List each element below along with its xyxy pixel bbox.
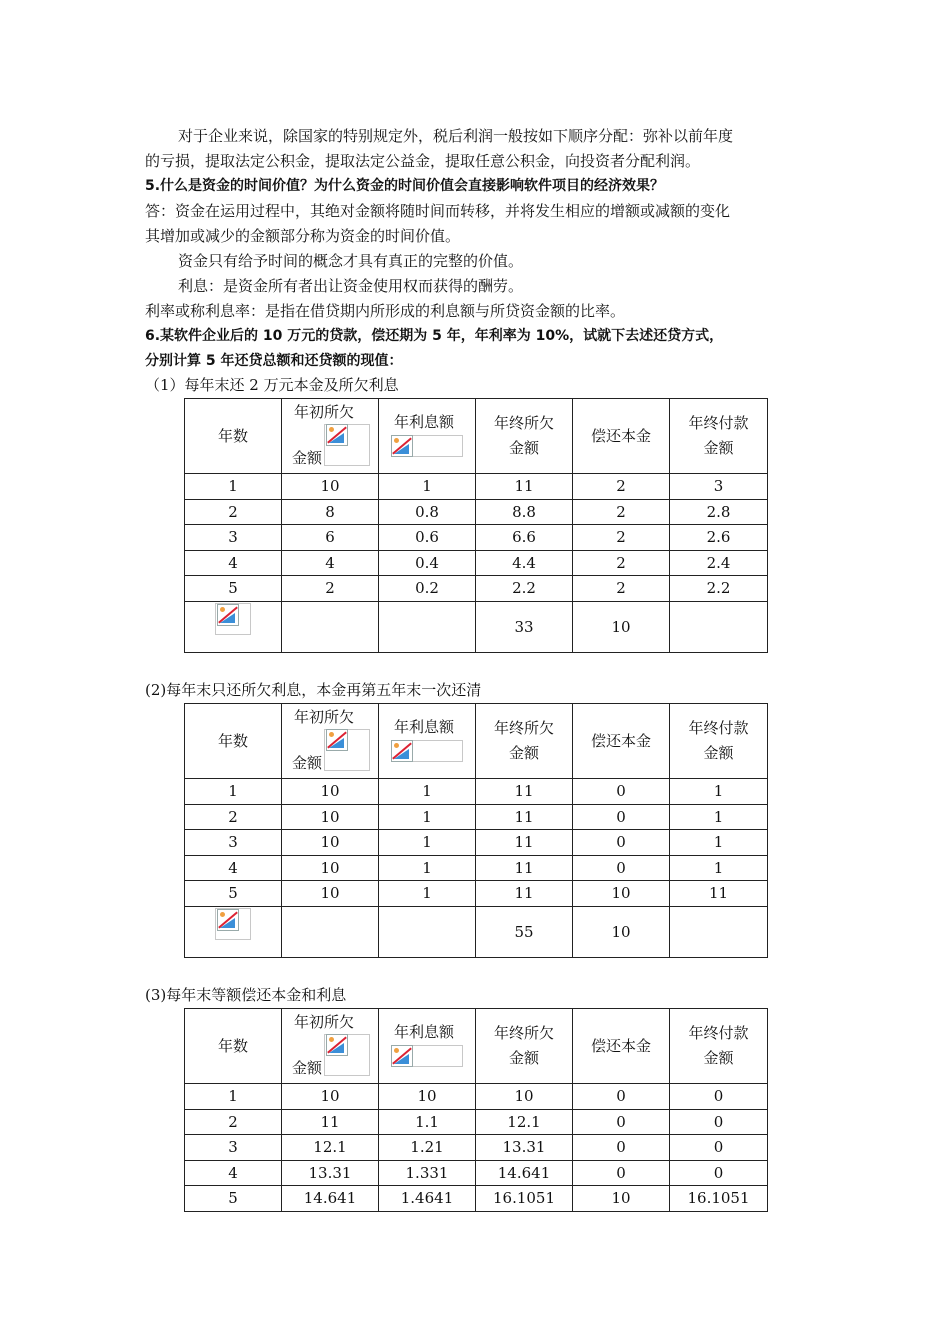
cell: 1 — [670, 830, 768, 856]
cell: 10 — [282, 881, 379, 907]
table-header-row — [185, 399, 768, 474]
cell: 0.8 — [379, 499, 476, 525]
cell: 0 — [670, 1109, 768, 1135]
broken-image-icon — [326, 729, 348, 751]
cell: 12.1 — [282, 1135, 379, 1161]
total-cell — [185, 906, 282, 957]
total-cell: 55 — [476, 906, 573, 957]
header-begin-owed-line1: 年初所欠 — [294, 1013, 355, 1031]
header-interest — [379, 399, 476, 474]
header-interest-label: 年利息额 — [394, 413, 455, 431]
question-6-line1: 6.某软件企业后的 10 万元的贷款，偿还期为 5 年，年利率为 10%，试就下去述还贷方式， — [145, 328, 724, 344]
table-row — [185, 855, 768, 881]
total-cell — [670, 601, 768, 652]
total-cell — [282, 601, 379, 652]
header-interest-label: 年利息额 — [394, 1023, 455, 1041]
cell: 2 — [185, 499, 282, 525]
cell: 11 — [282, 1109, 379, 1135]
cell: 0 — [573, 830, 670, 856]
cell: 0 — [573, 1135, 670, 1161]
broken-image-icon — [391, 740, 413, 762]
cell: 1.331 — [379, 1160, 476, 1186]
table-row — [185, 474, 768, 500]
total-cell: 10 — [573, 906, 670, 957]
header-payment — [670, 704, 768, 779]
cell: 1 — [379, 881, 476, 907]
cell: 4 — [185, 550, 282, 576]
header-end-owed-line1: 年终所欠 — [493, 1024, 554, 1042]
table-3-caption: (3)每年末等额偿还本金和利息 — [145, 986, 347, 1004]
table-row — [185, 550, 768, 576]
cell: 3 — [670, 474, 768, 500]
cell: 5 — [185, 576, 282, 602]
cell: 2.2 — [476, 576, 573, 602]
header-end-owed — [476, 399, 573, 474]
cell: 14.641 — [282, 1186, 379, 1212]
cell: 0 — [670, 1135, 768, 1161]
answer-5-line3: 资金只有给予时间的概念才具有真正的完整的价值。 — [178, 252, 524, 270]
table-3 — [184, 1008, 768, 1212]
header-end-owed-line1: 年终所欠 — [493, 414, 554, 432]
cell: 1 — [670, 855, 768, 881]
table-total-row — [185, 601, 768, 652]
cell: 2 — [185, 804, 282, 830]
table-2 — [184, 703, 768, 958]
broken-image-icon — [326, 1034, 348, 1056]
header-payment-line1: 年终付款 — [688, 414, 749, 432]
cell: 1.21 — [379, 1135, 476, 1161]
header-payment-line1: 年终付款 — [688, 1024, 749, 1042]
cell: 10 — [282, 779, 379, 805]
table-row — [185, 779, 768, 805]
total-cell — [185, 601, 282, 652]
cell: 16.1051 — [476, 1186, 573, 1212]
header-begin-owed-line2: 金额 — [292, 1059, 323, 1077]
cell: 1 — [379, 779, 476, 805]
cell: 2 — [573, 499, 670, 525]
header-principal: 偿还本金 — [573, 399, 670, 474]
cell: 10 — [282, 830, 379, 856]
header-end-owed-line2: 金额 — [508, 1049, 539, 1067]
total-cell — [670, 906, 768, 957]
cell: 1 — [185, 779, 282, 805]
cell: 3 — [185, 830, 282, 856]
cell: 2.6 — [670, 525, 768, 551]
table-row — [185, 1109, 768, 1135]
table-row — [185, 1084, 768, 1110]
table-row — [185, 1135, 768, 1161]
header-begin-owed-line1: 年初所欠 — [294, 403, 355, 421]
header-year: 年数 — [185, 1009, 282, 1084]
header-payment-line2: 金额 — [703, 744, 734, 762]
total-cell — [379, 906, 476, 957]
header-payment-line1: 年终付款 — [688, 719, 749, 737]
header-end-owed — [476, 704, 573, 779]
header-begin-owed-line1: 年初所欠 — [294, 708, 355, 726]
header-principal: 偿还本金 — [573, 704, 670, 779]
header-interest-label: 年利息额 — [394, 718, 455, 736]
cell: 4.4 — [476, 550, 573, 576]
cell: 5 — [185, 1186, 282, 1212]
cell: 11 — [476, 779, 573, 805]
question-6-line2: 分别计算 5 年还贷总额和还贷额的现值： — [145, 353, 403, 369]
cell: 2 — [573, 550, 670, 576]
cell: 2 — [573, 576, 670, 602]
table-header-row — [185, 704, 768, 779]
cell: 8.8 — [476, 499, 573, 525]
cell: 13.31 — [282, 1160, 379, 1186]
cell: 0 — [573, 1160, 670, 1186]
header-begin-owed-line2: 金额 — [292, 449, 323, 467]
header-payment-line2: 金额 — [703, 439, 734, 457]
cell: 1 — [185, 474, 282, 500]
paragraph-profit-line2: 的亏损，提取法定公积金，提取法定公益金，提取任意公积金，向投资者分配利润。 — [145, 152, 701, 170]
header-principal: 偿还本金 — [573, 1009, 670, 1084]
cell: 0.2 — [379, 576, 476, 602]
cell: 10 — [379, 1084, 476, 1110]
cell: 1 — [379, 830, 476, 856]
cell: 1.4641 — [379, 1186, 476, 1212]
cell: 8 — [282, 499, 379, 525]
cell: 5 — [185, 881, 282, 907]
cell: 12.1 — [476, 1109, 573, 1135]
cell: 3 — [185, 1135, 282, 1161]
cell: 1 — [379, 474, 476, 500]
table-row — [185, 881, 768, 907]
cell: 11 — [476, 804, 573, 830]
cell: 2.8 — [670, 499, 768, 525]
cell: 0 — [573, 779, 670, 805]
table-2-caption: (2)每年末只还所欠利息，本金再第五年末一次还清 — [145, 681, 482, 699]
cell: 2 — [573, 525, 670, 551]
cell: 10 — [282, 1084, 379, 1110]
cell: 10 — [573, 881, 670, 907]
question-5: 5.什么是资金的时间价值？为什么资金的时间价值会直接影响软件项目的经济效果？ — [145, 178, 665, 194]
cell: 10 — [282, 474, 379, 500]
total-cell: 33 — [476, 601, 573, 652]
table-header-row — [185, 1009, 768, 1084]
cell: 10 — [476, 1084, 573, 1110]
header-begin-owed-line2: 金额 — [292, 754, 323, 772]
cell: 2.4 — [670, 550, 768, 576]
table-row — [185, 830, 768, 856]
cell: 11 — [476, 855, 573, 881]
broken-image-icon — [326, 424, 348, 446]
table-total-row — [185, 906, 768, 957]
cell: 0 — [573, 1084, 670, 1110]
cell: 4 — [185, 855, 282, 881]
answer-5-line2: 其增加或减少的金额部分称为资金的时间价值。 — [145, 227, 461, 245]
broken-image-icon — [391, 435, 413, 457]
cell: 11 — [476, 474, 573, 500]
cell: 0.4 — [379, 550, 476, 576]
cell: 2 — [185, 1109, 282, 1135]
cell: 6.6 — [476, 525, 573, 551]
table-row — [185, 804, 768, 830]
table-row — [185, 499, 768, 525]
total-cell — [282, 906, 379, 957]
cell: 13.31 — [476, 1135, 573, 1161]
cell: 6 — [282, 525, 379, 551]
cell: 1 — [670, 804, 768, 830]
table-row — [185, 1186, 768, 1212]
cell: 10 — [282, 804, 379, 830]
header-year: 年数 — [185, 399, 282, 474]
table-row — [185, 1160, 768, 1186]
cell: 1 — [185, 1084, 282, 1110]
header-begin-owed — [282, 1009, 379, 1084]
broken-image-icon — [217, 909, 239, 931]
header-end-owed-line2: 金额 — [508, 744, 539, 762]
header-payment-line2: 金额 — [703, 1049, 734, 1067]
cell: 0 — [670, 1084, 768, 1110]
broken-image-icon — [217, 604, 239, 626]
cell: 0.6 — [379, 525, 476, 551]
header-interest — [379, 1009, 476, 1084]
paragraph-profit-line1: 对于企业来说，除国家的特别规定外，税后利润一般按如下顺序分配：弥补以前年度 — [178, 127, 734, 145]
header-end-owed-line2: 金额 — [508, 439, 539, 457]
cell: 10 — [573, 1186, 670, 1212]
cell: 2 — [573, 474, 670, 500]
cell: 11 — [476, 830, 573, 856]
header-year: 年数 — [185, 704, 282, 779]
cell: 16.1051 — [670, 1186, 768, 1212]
cell: 1 — [379, 804, 476, 830]
cell: 14.641 — [476, 1160, 573, 1186]
cell: 11 — [670, 881, 768, 907]
answer-5-line1: 答：资金在运用过程中，其绝对金额将随时间而转移，并将发生相应的增额或减额的变化 — [145, 202, 731, 220]
header-payment — [670, 1009, 768, 1084]
header-end-owed-line1: 年终所欠 — [493, 719, 554, 737]
cell: 0 — [573, 855, 670, 881]
cell: 3 — [185, 525, 282, 551]
total-cell — [379, 601, 476, 652]
cell: 0 — [670, 1160, 768, 1186]
cell: 1 — [670, 779, 768, 805]
cell: 4 — [185, 1160, 282, 1186]
table-1 — [184, 398, 768, 653]
cell: 0 — [573, 1109, 670, 1135]
cell: 0 — [573, 804, 670, 830]
header-interest — [379, 704, 476, 779]
cell: 2 — [282, 576, 379, 602]
cell: 2.2 — [670, 576, 768, 602]
cell: 1.1 — [379, 1109, 476, 1135]
answer-5-line4: 利息：是资金所有者出让资金使用权而获得的酬劳。 — [178, 277, 524, 295]
cell: 11 — [476, 881, 573, 907]
broken-image-icon — [391, 1045, 413, 1067]
table-row — [185, 576, 768, 602]
cell: 4 — [282, 550, 379, 576]
table-1-caption: （1）每年末还 2 万元本金及所欠利息 — [145, 376, 399, 394]
cell: 10 — [282, 855, 379, 881]
total-cell: 10 — [573, 601, 670, 652]
header-begin-owed — [282, 704, 379, 779]
header-begin-owed — [282, 399, 379, 474]
table-row — [185, 525, 768, 551]
header-end-owed — [476, 1009, 573, 1084]
cell: 1 — [379, 855, 476, 881]
header-payment — [670, 399, 768, 474]
answer-5-line5: 利率或称利息率：是指在借贷期内所形成的利息额与所贷资金额的比率。 — [145, 302, 626, 320]
